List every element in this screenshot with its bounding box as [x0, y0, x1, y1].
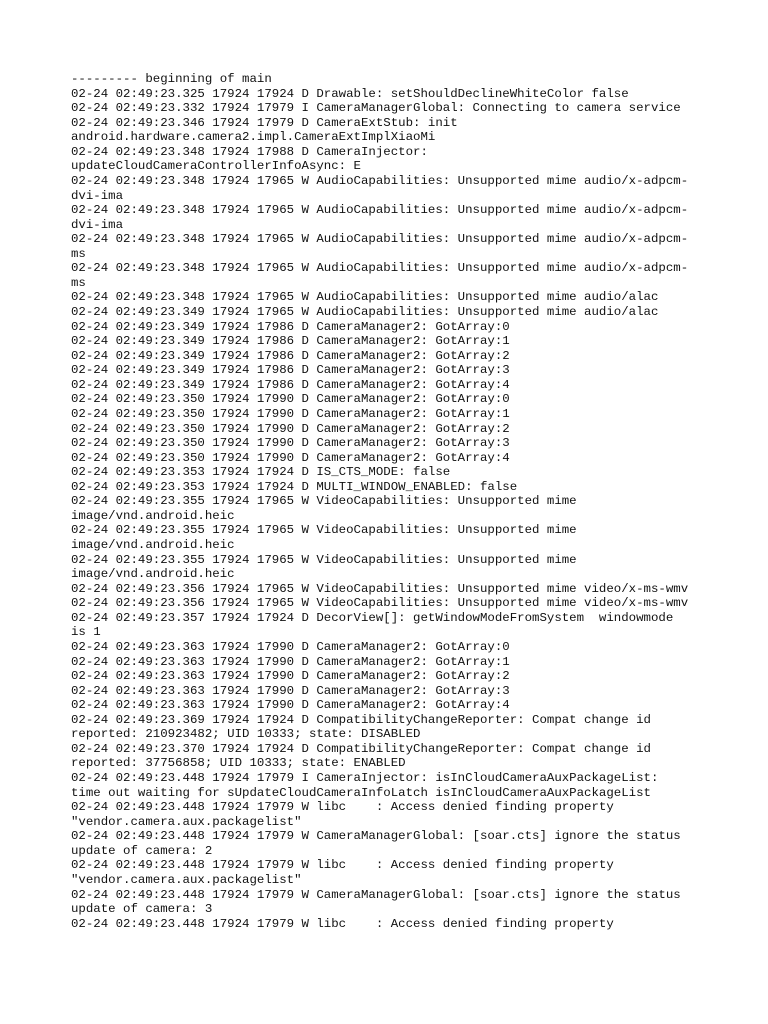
log-line: time out waiting for sUpdateCloudCameraInfoLatch isInCloudCameraAuxPackageList	[71, 785, 651, 800]
log-line: 02-24 02:49:23.370 17924 17924 D CompatibilityChangeReporter: Compat change id	[71, 741, 651, 756]
log-line: 02-24 02:49:23.357 17924 17924 D DecorView[]: getWindowModeFromSystem windowmode	[71, 610, 674, 625]
log-line: 02-24 02:49:23.350 17924 17990 D CameraManager2: GotArray:0	[71, 392, 510, 407]
log-line: update of camera: 2	[71, 843, 213, 858]
log-line: image/vnd.android.heic	[71, 508, 235, 523]
log-line: 02-24 02:49:23.349 17924 17965 W AudioCapabilities: Unsupported mime audio/alac	[71, 305, 659, 319]
log-line: reported: 210923482; UID 10333; state: DISABLED	[71, 727, 421, 742]
log-line: 02-24 02:49:23.448 17924 17979 W libc : Access denied finding property	[71, 800, 614, 815]
log-line: 02-24 02:49:23.363 17924 17990 D CameraManager2: GotArray:1	[71, 654, 510, 669]
log-line: "vendor.camera.aux.packagelist"	[71, 814, 302, 829]
log-line: 02-24 02:49:23.448 17924 17979 I CameraInjector: isInCloudCameraAuxPackageList:	[71, 771, 659, 785]
log-line: 02-24 02:49:23.349 17924 17986 D CameraManager2: GotArray:0	[71, 319, 510, 334]
log-line: 02-24 02:49:23.348 17924 17965 W AudioCapabilities: Unsupported mime audio/x-adpcm-	[71, 203, 689, 218]
log-line: 02-24 02:49:23.349 17924 17986 D CameraManager2: GotArray:1	[71, 334, 510, 349]
log-line: is 1	[71, 625, 101, 640]
log-line: 02-24 02:49:23.350 17924 17990 D CameraManager2: GotArray:3	[71, 436, 510, 451]
log-line: 02-24 02:49:23.349 17924 17986 D CameraManager2: GotArray:2	[71, 348, 510, 363]
log-line: 02-24 02:49:23.350 17924 17990 D CameraManager2: GotArray:1	[71, 406, 510, 421]
log-line: 02-24 02:49:23.325 17924 17924 D Drawable: setShouldDeclineWhiteColor false	[71, 86, 629, 101]
log-line: 02-24 02:49:23.363 17924 17990 D CameraManager2: GotArray:4	[71, 698, 510, 713]
log-line: 02-24 02:49:23.350 17924 17990 D CameraManager2: GotArray:4	[71, 450, 510, 465]
log-line: ms	[71, 246, 86, 261]
log-text-block	[71, 72, 711, 931]
log-line: 02-24 02:49:23.348 17924 17988 D CameraInjector:	[71, 144, 428, 159]
log-line: 02-24 02:49:23.348 17924 17965 W AudioCapabilities: Unsupported mime audio/x-adpcm-	[71, 232, 689, 247]
log-line: 02-24 02:49:23.348 17924 17965 W AudioCapabilities: Unsupported mime audio/x-adpcm-	[71, 173, 689, 188]
log-line: 02-24 02:49:23.349 17924 17986 D CameraManager2: GotArray:4	[71, 377, 510, 392]
log-line: 02-24 02:49:23.448 17924 17979 W CameraManagerGlobal: [soar.cts] ignore the status	[71, 829, 681, 844]
log-line: 02-24 02:49:23.353 17924 17924 D MULTI_WINDOW_ENABLED: false	[71, 479, 518, 494]
log-line: 02-24 02:49:23.353 17924 17924 D IS_CTS_MODE: false	[71, 465, 451, 480]
log-line: 02-24 02:49:23.369 17924 17924 D CompatibilityChangeReporter: Compat change id	[71, 712, 651, 727]
log-line: dvi-ima	[71, 217, 124, 232]
log-line: android.hardware.camera2.impl.CameraExtImplXiaoMi	[71, 130, 436, 145]
log-line: "vendor.camera.aux.packagelist"	[71, 872, 302, 887]
log-line: updateCloudCameraControllerInfoAsync: E	[71, 159, 361, 174]
log-line: 02-24 02:49:23.448 17924 17979 W libc : Access denied finding property	[71, 858, 614, 873]
log-line: 02-24 02:49:23.363 17924 17990 D CameraManager2: GotArray:0	[71, 639, 510, 654]
log-line: 02-24 02:49:23.349 17924 17986 D CameraManager2: GotArray:3	[71, 363, 510, 378]
log-line: 02-24 02:49:23.356 17924 17965 W VideoCapabilities: Unsupported mime video/x-ms-wmv	[71, 596, 689, 611]
log-line: 02-24 02:49:23.348 17924 17965 W AudioCapabilities: Unsupported mime audio/alac	[71, 290, 659, 305]
log-line: 02-24 02:49:23.350 17924 17990 D CameraManager2: GotArray:2	[71, 421, 510, 436]
log-line: 02-24 02:49:23.363 17924 17990 D CameraManager2: GotArray:2	[71, 669, 510, 684]
log-line: update of camera: 3	[71, 902, 213, 917]
log-line: 02-24 02:49:23.356 17924 17965 W VideoCapabilities: Unsupported mime video/x-ms-wmv	[71, 581, 689, 596]
log-line: 02-24 02:49:23.448 17924 17979 W libc : Access denied finding property	[71, 916, 614, 931]
log-line: 02-24 02:49:23.355 17924 17965 W VideoCapabilities: Unsupported mime	[71, 523, 577, 538]
log-line: 02-24 02:49:23.346 17924 17979 D CameraExtStub: init	[71, 115, 458, 130]
log-line: ms	[71, 275, 86, 290]
log-line: 02-24 02:49:23.355 17924 17965 W VideoCapabilities: Unsupported mime	[71, 494, 577, 509]
log-line: 02-24 02:49:23.348 17924 17965 W AudioCapabilities: Unsupported mime audio/x-adpcm-	[71, 261, 689, 276]
log-line: image/vnd.android.heic	[71, 538, 235, 552]
log-line: 02-24 02:49:23.332 17924 17979 I CameraManagerGlobal: Connecting to camera service	[71, 101, 681, 116]
log-line: 02-24 02:49:23.355 17924 17965 W VideoCapabilities: Unsupported mime	[71, 552, 577, 567]
log-line: --------- beginning of main	[71, 72, 272, 86]
log-line: image/vnd.android.heic	[71, 567, 235, 582]
log-line: dvi-ima	[71, 188, 124, 203]
log-line: reported: 37756858; UID 10333; state: ENABLED	[71, 756, 406, 771]
log-line: 02-24 02:49:23.448 17924 17979 W CameraManagerGlobal: [soar.cts] ignore the status	[71, 887, 681, 902]
log-line: 02-24 02:49:23.363 17924 17990 D CameraManager2: GotArray:3	[71, 683, 510, 698]
